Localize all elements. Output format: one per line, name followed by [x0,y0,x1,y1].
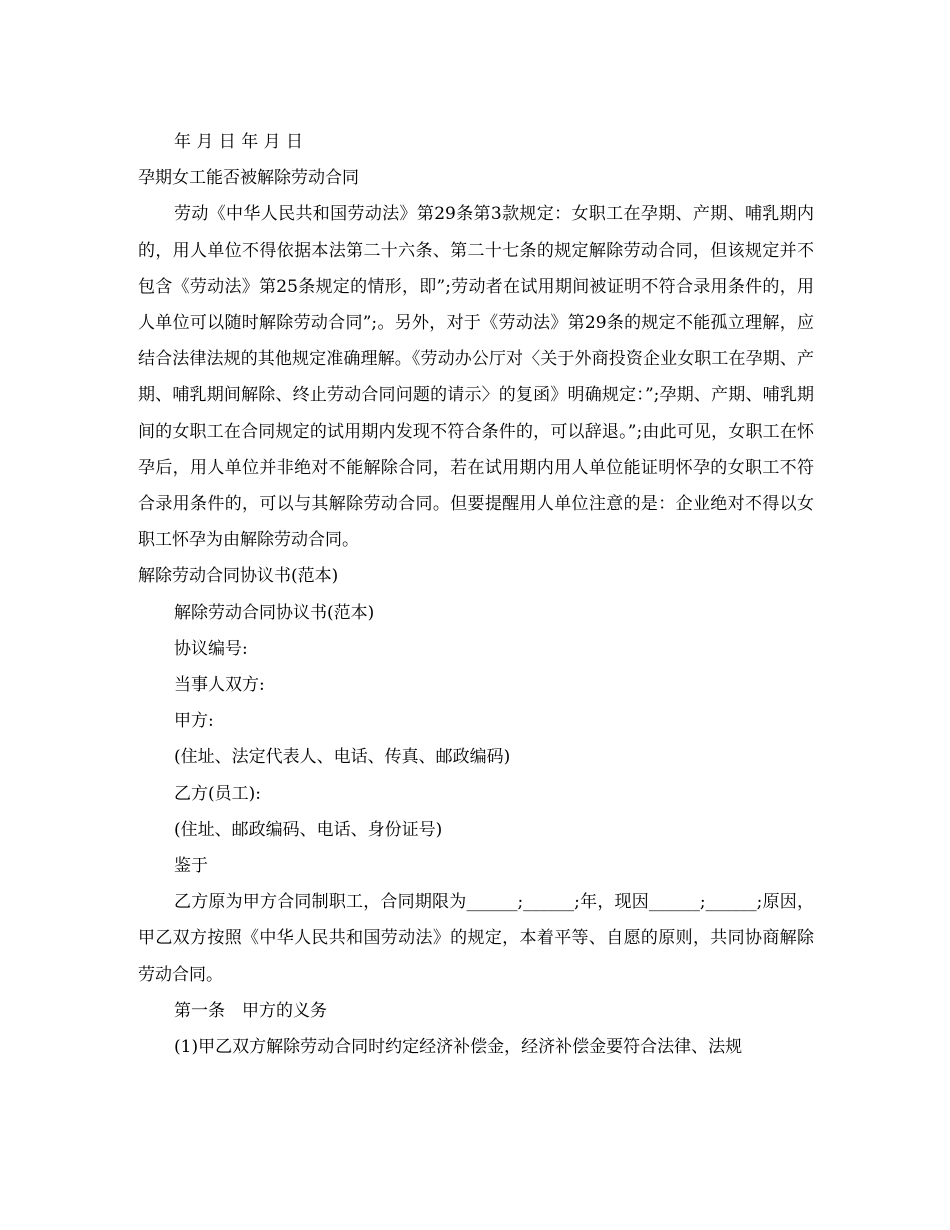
party-b-label: 乙方(员工): [174,783,261,804]
agreement-number-label: 协议编号: [174,638,248,659]
section-title-agreement: 解除劳动合同协议书(范本) [138,566,339,587]
article-1-title: 第一条 甲方的义务 [174,1000,327,1021]
article-1-item-1: (1)甲乙双方解除劳动合同时约定经济补偿金，经济补偿金要符合法律、法规 [174,1037,743,1058]
paragraph-pregnancy-law: 劳动《中华人民共和国劳动法》第29条第3款规定：女职工在孕期、产期、哺乳期内的，用人单位不得依据本法第二十六条、第二十七条的规定解除劳动合同，但该规定并不包含《劳动法》第25条规定的情形，即”;劳动者在试用期间被证明不符合录用条件的，用人单位可以随时解除劳动合同”;。另外，对于《劳动法》第29条的规定不能孤立理解，应结合法律法规的其他规定准确理解。《劳动办公厅对〈关于外商投资企业女职工在孕期、产期、哺乳期间解除、终止劳动合同问题的请示〉的复函》明确规定：”;孕期、产期、哺乳期间的女职工在合同规定的试用期内发现不符合条件的，可以辞退。”;由此可见，女职工在怀孕后，用人单位并非绝对不能解除合同，若在试用期内用人单位能证明怀孕的女职工不符合录用条件的，可以与其解除劳动合同。但要提醒用人单位注意的是：企业绝对不得以女职工怀孕为由解除劳动合同。 [138,204,814,551]
agreement-subtitle: 解除劳动合同协议书(范本) [174,602,375,623]
whereas-label: 鉴于 [174,856,208,877]
party-b-info: (住址、邮政编码、电话、身份证号) [174,819,443,840]
document-page [138,124,814,1065]
parties-label: 当事人双方: [174,675,265,696]
party-a-label: 甲方: [174,711,214,732]
party-a-info: (住址、法定代表人、电话、传真、邮政编码) [174,747,511,768]
section-title-pregnancy: 孕期女工能否被解除劳动合同 [138,168,359,189]
date-line: 年 月 日 年 月 日 [174,132,304,152]
whereas-paragraph: 乙方原为甲方合同制职工，合同期限为______;______;年，现因______;______;原因，甲乙双方按照《中华人民共和国劳动法》的规定，本着平等、自愿的原则，共同协商解除劳动合同。 [138,892,814,985]
